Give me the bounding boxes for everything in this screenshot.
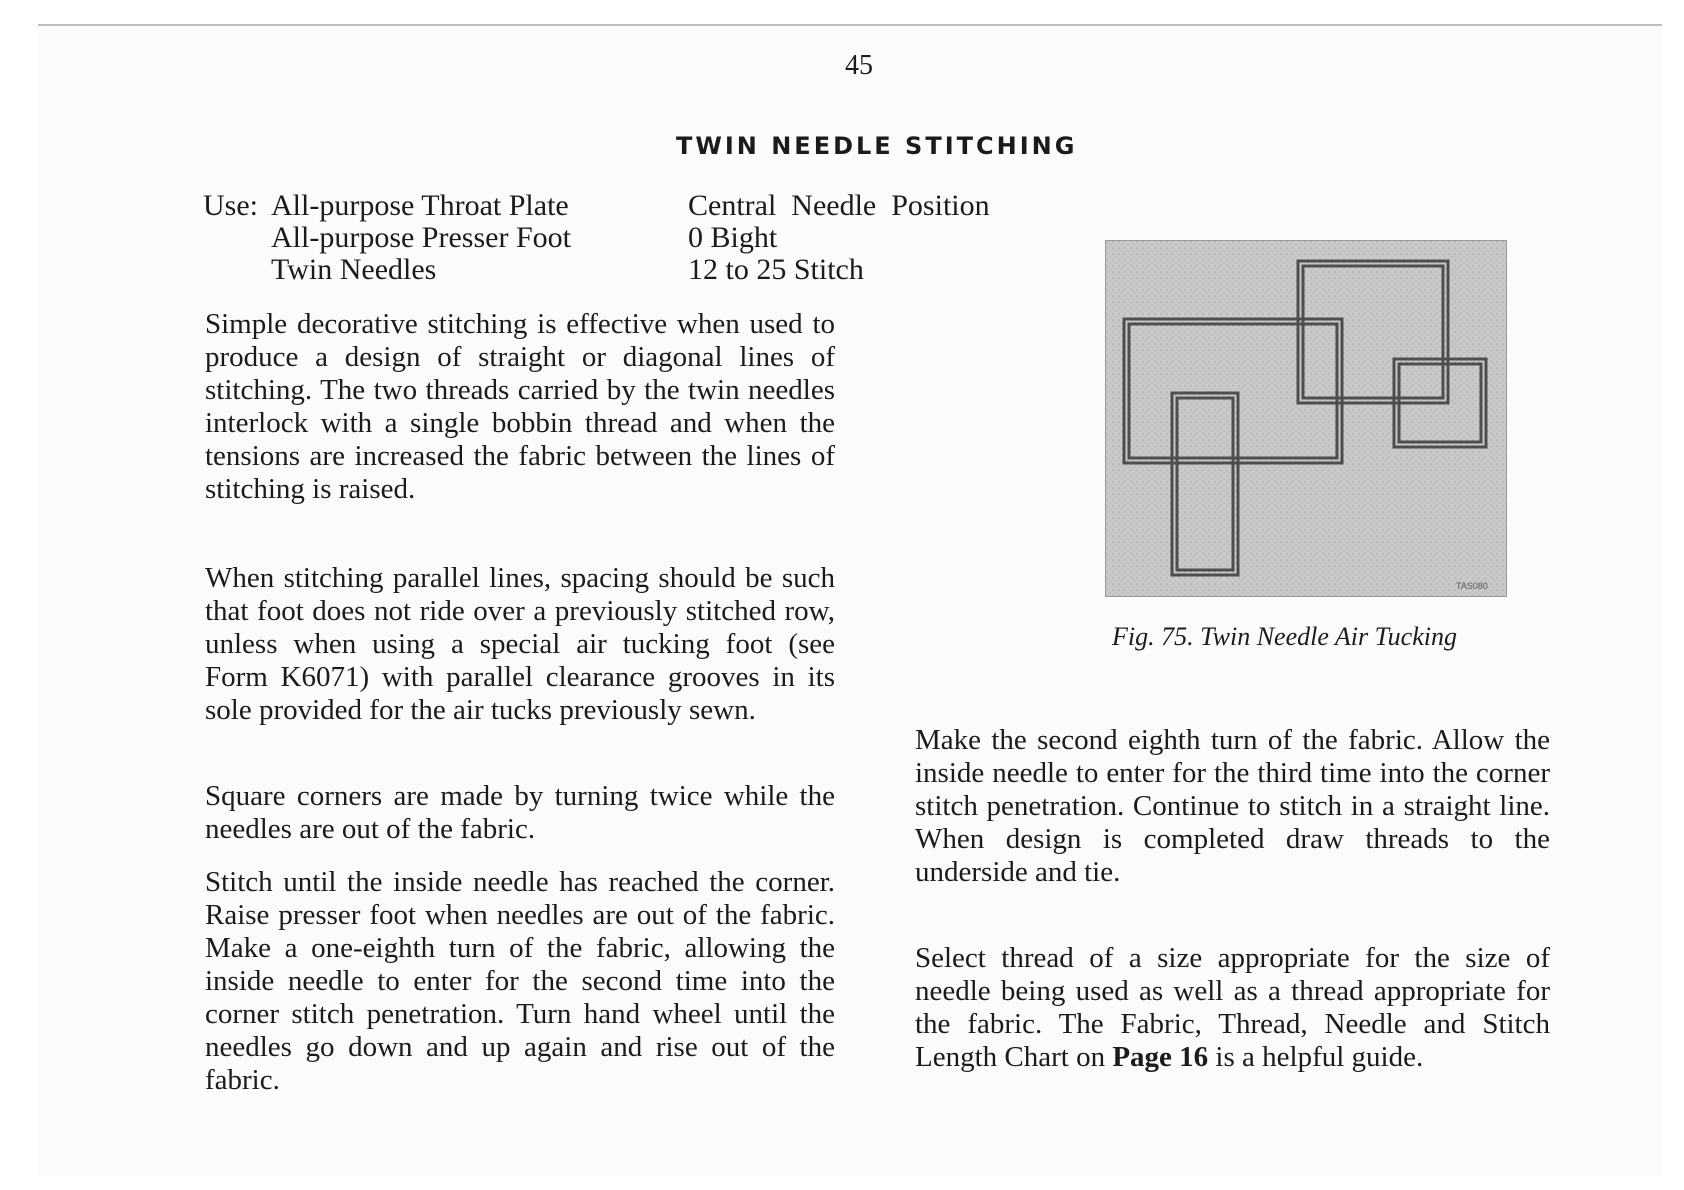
page-reference: Page 16 (1112, 1041, 1209, 1073)
setting-item: 12 to 25 Stitch (688, 253, 864, 286)
figure-twin-needle-air-tucking (1105, 240, 1507, 597)
section-title: TWIN NEEDLE STITCHING (676, 132, 1078, 160)
use-item: All-purpose Throat Plate (271, 189, 569, 222)
use-item: Twin Needles (271, 253, 437, 286)
figure-id-mark: TAS080 (1456, 581, 1488, 591)
use-label: Use: (203, 189, 258, 222)
paragraph: When stitching parallel lines, spacing should be such that foot does not ride over a previously stitched row, unless when using a special air tucking foot (see Form K6071) with parallel clearance grooves in its sole provided for the air tucks previously sewn. (205, 562, 835, 726)
paragraph-text: is a helpful guide. (1208, 1041, 1424, 1073)
paragraph-text: Select thread of a size appropriate for the size of needle being used as well as a thread appropriate for the fabric. The Fabric, Thread, Needle and Stitch Length Chart on (915, 942, 1550, 1073)
setting-item: Central Needle Position (688, 189, 990, 222)
setting-item: 0 Bight (688, 221, 778, 254)
use-list (203, 190, 571, 286)
paragraph: Stitch until the inside needle has reached the corner. Raise presser foot when needles are out of the fabric. Make a one-eighth turn of the fabric, allowing the inside needle to enter for the second time into the corner stitch penetration. Turn hand wheel until the needles go down and up again and rise out of the fabric. (205, 866, 835, 1096)
paragraph: Make the second eighth turn of the fabric. Allow the inside needle to enter for the third time into the corner stitch penetration. Continue to stitch in a straight line. When design is completed draw threads to the underside and tie. (915, 724, 1550, 888)
page-number: 45 (845, 50, 873, 81)
paragraph: Simple decorative stitching is effective when used to produce a design of straight or diagonal lines of stitching. The two threads carried by the twin needles interlock with a single bobbin thread and when the tensions are increased the fabric between the lines of stitching is raised. (205, 308, 835, 505)
figure-illustration (1106, 241, 1506, 596)
paragraph (915, 942, 1550, 1074)
paragraph: Square corners are made by turning twice while the needles are out of the fabric. (205, 780, 835, 845)
use-item: All-purpose Presser Foot (271, 221, 571, 254)
settings-list (688, 190, 990, 286)
figure-caption: Fig. 75. Twin Needle Air Tucking (1112, 622, 1457, 651)
